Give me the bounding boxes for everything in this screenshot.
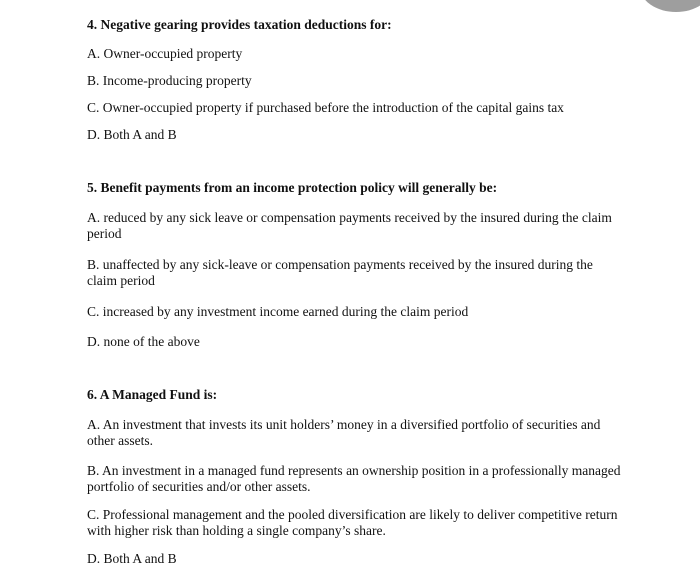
corner-overlay bbox=[640, 0, 700, 12]
answer-option-b[interactable]: B. An investment in a managed fund represents an ownership position in a professionally managed portfolio of securities and/or other assets. bbox=[87, 463, 621, 494]
answer-option-c[interactable]: C. Owner-occupied property if purchased before the introduction of the capital gains tax bbox=[87, 100, 564, 115]
answer-option-d[interactable]: D. none of the above bbox=[87, 334, 200, 349]
answer-option-b[interactable]: B. unaffected by any sick-leave or compensation payments received by the insured during the claim period bbox=[87, 257, 593, 288]
answer-option-c[interactable]: C. increased by any investment income earned during the claim period bbox=[87, 304, 469, 319]
question-5 bbox=[87, 180, 627, 349]
answer-option-a[interactable]: A. Owner-occupied property bbox=[87, 46, 243, 61]
answer-option-a[interactable]: A. reduced by any sick leave or compensation payments received by the insured during the claim period bbox=[87, 210, 612, 241]
answer-option-d[interactable]: D. Both A and B bbox=[87, 127, 177, 142]
question-6 bbox=[87, 387, 627, 566]
answer-option-a[interactable]: A. An investment that invests its unit holders’ money in a diversified portfolio of securities and other assets. bbox=[87, 417, 601, 448]
question-title: 4. Negative gearing provides taxation deductions for: bbox=[87, 17, 392, 32]
question-title: 5. Benefit payments from an income protection policy will generally be: bbox=[87, 180, 498, 195]
question-title: 6. A Managed Fund is: bbox=[87, 387, 218, 402]
answer-option-c[interactable]: C. Professional management and the pooled diversification are likely to deliver competitive return with higher risk than holding a single company’s share. bbox=[87, 507, 618, 538]
answer-option-d[interactable]: D. Both A and B bbox=[87, 551, 177, 566]
question-4 bbox=[87, 17, 627, 142]
answer-option-b[interactable]: B. Income-producing property bbox=[87, 73, 252, 88]
